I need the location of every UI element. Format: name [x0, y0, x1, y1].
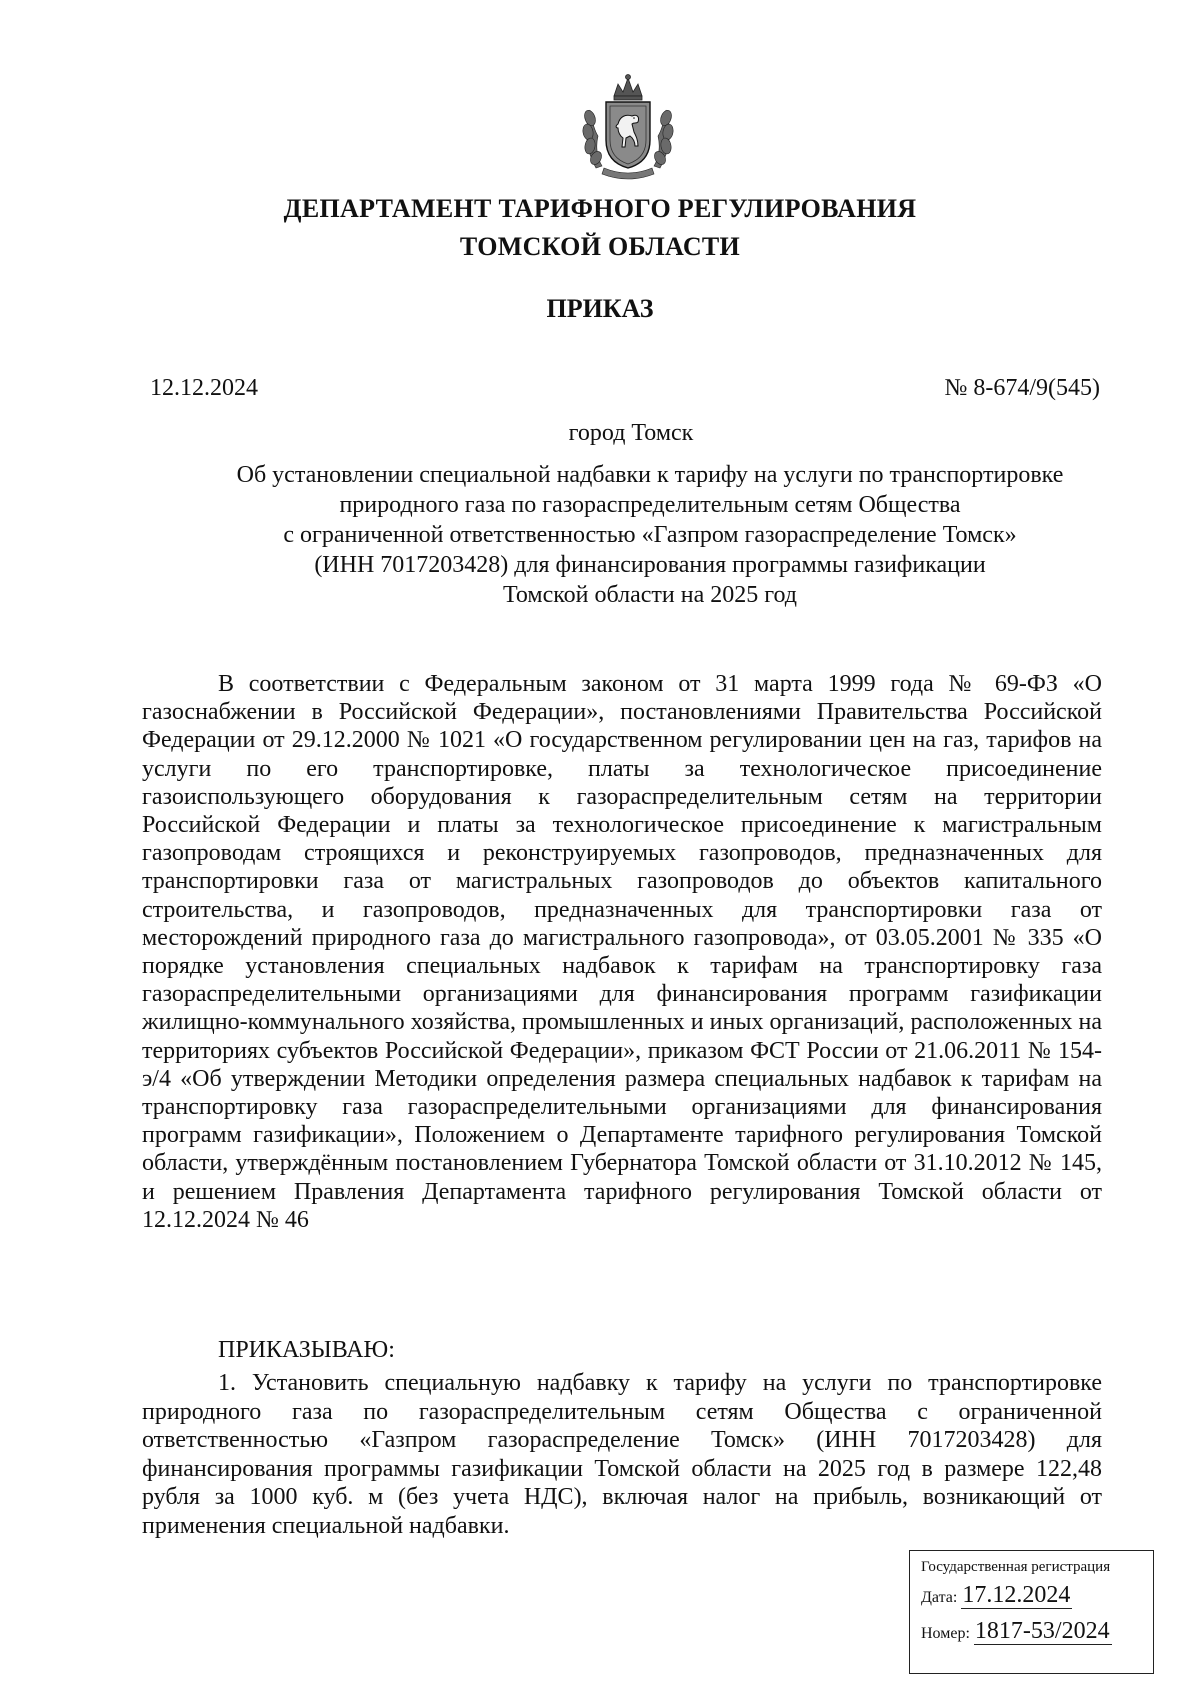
subject-line-3: с ограниченной ответственностью «Газпром газораспределение Томск» — [283, 522, 1017, 548]
registration-number-row — [921, 1616, 1153, 1649]
registration-number-label: Номер: — [921, 1625, 970, 1642]
registration-stamp — [909, 1550, 1154, 1674]
coat-of-arms-icon — [568, 70, 688, 182]
registration-number-value: 1817-53/2024 — [974, 1618, 1110, 1644]
order-number: № 8-674/9(545) — [944, 375, 1100, 401]
city: город Томск — [568, 420, 694, 446]
order-item-1: 1. Установить специальную надбавку к тарифу на услуги по транспортировке природного газа по газораспределительным сетям Общества с ограниченной ответственностью «Газпром газораспределение Томск» (ИНН 7017203428) для финансирования программы газификации Томской области на 2025 год в размере 122,48 рубля за 1000 куб. м (без учета НДС), включая налог на прибыль, возникающий от применения специальной надбавки. — [142, 1370, 1102, 1539]
registration-date-value: 17.12.2024 — [962, 1582, 1071, 1608]
department-title-line-2: ТОМСКОЙ ОБЛАСТИ — [459, 232, 741, 261]
department-title — [0, 190, 1200, 266]
registration-title: Государственная регистрация — [921, 1559, 1111, 1575]
document-type: ПРИКАЗ — [546, 294, 654, 323]
registration-date-row — [921, 1580, 1153, 1613]
order-date: 12.12.2024 — [150, 375, 258, 401]
subject-line-5: Томской области на 2025 год — [502, 582, 797, 608]
order-subject — [170, 460, 1130, 610]
subject-line-2: природного газа по газораспределительным сетям Общества — [339, 492, 961, 518]
preamble-paragraph: В соответствии с Федеральным законом от 31 марта 1999 года № 69-ФЗ «О газоснабжении в Российской Федерации», постановлениями Правительства Российской Федерации от 29.12.2000 № 1021 «О государственном регулировании цен на газ, тарифов на услуги по его транспортировке, платы за технологическое присоединение газоиспользующего оборудования к газораспределительным сетям на территории Российской Федерации и платы за технологическое присоединение к магистральным газопроводам строящихся и реконструируемых газопроводов, предназначенных для транспортировки газа от магистральных газопроводов до объектов капитального строительства, и газопроводов, предназначенных для транспортировки газа от месторождений природного газа до магистрального газопровода», от 03.05.2001 № 335 «О порядке установления специальных надбавок к тарифам на транспортировку газа газораспределительными организациями для финансирования программ газификации жилищно-коммунального хозяйства, промышленных и иных организаций, расположенных на территориях субъектов Российской Федерации», приказом ФСТ России от 21.06.2011 № 154-э/4 «Об утверждении Методики определения размера специальных надбавок к тарифам на транспортировку газа газораспределительными организациями для финансирования программ газификации», Положением о Департаменте тарифного регулирования Томской области, утверждённым постановлением Губернатора Томской области от 31.10.2012 № 145, и решением Правления Департамента тарифного регулирования Томской области от 12.12.2024 № 46 — [142, 671, 1102, 1233]
subject-line-1: Об установлении специальной надбавки к тарифу на услуги по транспортировке — [236, 462, 1064, 488]
decree-heading: ПРИКАЗЫВАЮ: — [218, 1337, 395, 1363]
department-title-line-1: ДЕПАРТАМЕНТ ТАРИФНОГО РЕГУЛИРОВАНИЯ — [283, 194, 917, 223]
subject-line-4: (ИНН 7017203428) для финансирования программы газификации — [314, 552, 986, 578]
registration-date-label: Дата: — [921, 1589, 958, 1606]
